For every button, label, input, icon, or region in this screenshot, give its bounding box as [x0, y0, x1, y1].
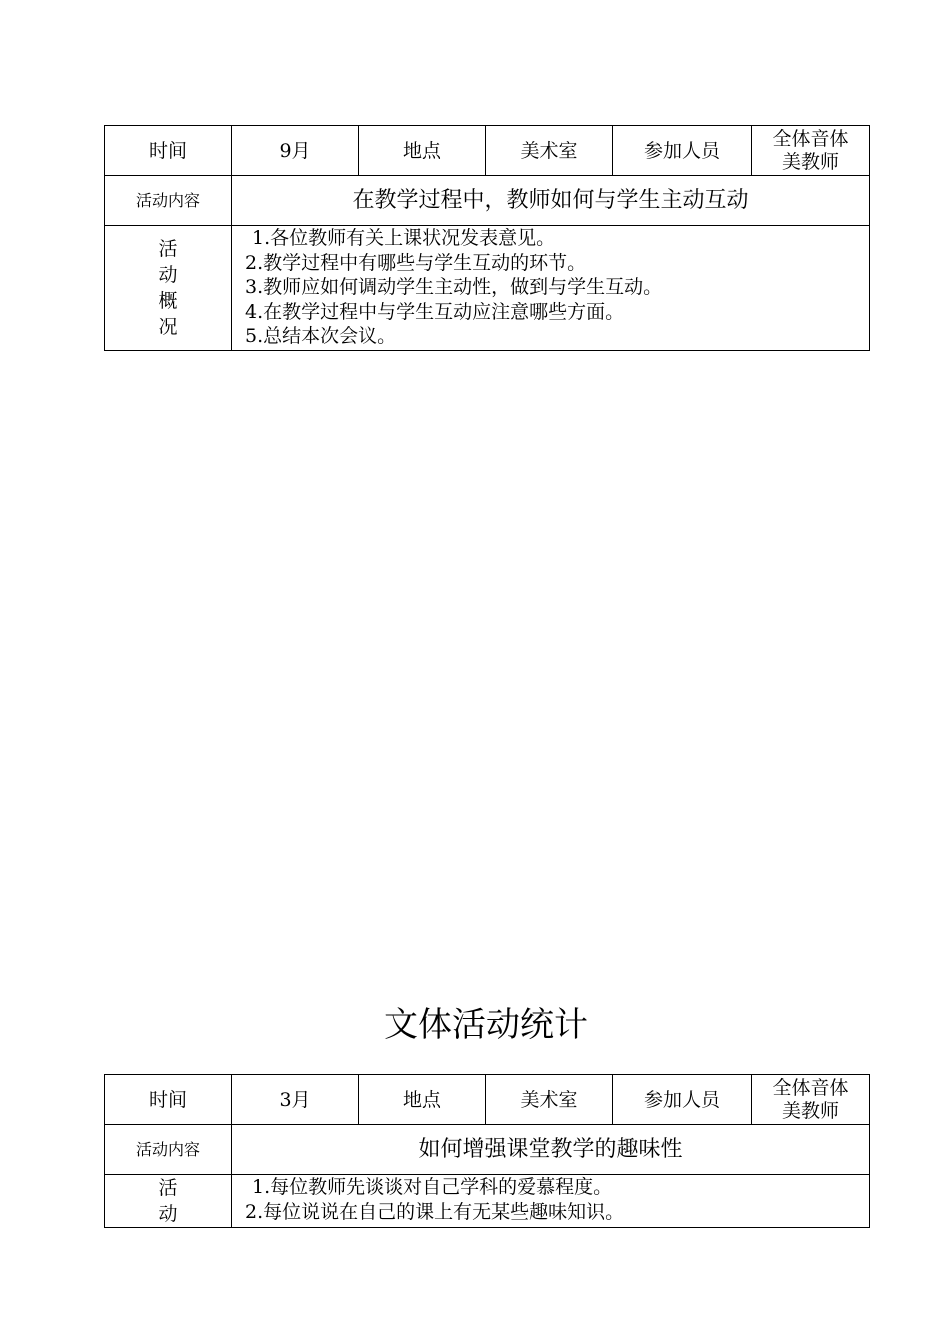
place-value: 美术室 [486, 1075, 613, 1125]
activity-table-1 [104, 125, 870, 351]
summary-label [105, 1175, 232, 1228]
summary-label-char: 活 [158, 1177, 178, 1199]
summary-label-char: 动 [158, 264, 178, 286]
summary-item: 5.总结本次会议。 [245, 325, 397, 347]
participants-label: 参加人员 [613, 126, 752, 176]
time-label: 时间 [105, 126, 232, 176]
summary-label-char: 活 [158, 238, 178, 260]
summary-label-char: 动 [158, 1203, 178, 1225]
summary-label-char: 况 [158, 316, 178, 338]
content-value: 如何增强课堂教学的趣味性 [232, 1125, 870, 1175]
participants-value [752, 1075, 870, 1125]
time-label: 时间 [105, 1075, 232, 1125]
summary-item: 1.各位教师有关上课状况发表意见。 [252, 227, 556, 249]
summary-item: 2.教学过程中有哪些与学生互动的环节。 [245, 251, 587, 274]
summary-item: 3.教师应如何调动学生主动性，做到与学生互动。 [245, 276, 663, 298]
time-value: 3月 [232, 1075, 359, 1125]
place-label: 地点 [359, 1075, 486, 1125]
participants-line-2: 美教师 [781, 1099, 839, 1122]
participants-label: 参加人员 [613, 1075, 752, 1125]
summary-item: 2.每位说说在自己的课上有无某些趣味知识。 [245, 1200, 625, 1223]
content-value: 在教学过程中，教师如何与学生主动互动 [232, 176, 870, 226]
content-label: 活动内容 [105, 176, 232, 226]
place-label: 地点 [359, 126, 486, 176]
summary-label [105, 226, 232, 351]
content-label: 活动内容 [105, 1125, 232, 1175]
participants-line-1: 全体音体 [772, 127, 849, 150]
place-value: 美术室 [486, 126, 613, 176]
summary-items [232, 226, 870, 351]
participants-line-1: 全体音体 [772, 1076, 849, 1099]
summary-items [232, 1175, 870, 1228]
activity-table-2 [104, 1074, 870, 1228]
summary-item: 1.每位教师先谈谈对自己学科的爱慕程度。 [252, 1176, 613, 1198]
participants-line-2: 美教师 [781, 150, 839, 173]
summary-label-char: 概 [158, 290, 178, 312]
participants-value [752, 126, 870, 176]
time-value: 9月 [232, 126, 359, 176]
summary-item: 4.在教学过程中与学生互动应注意哪些方面。 [245, 300, 625, 323]
page-heading: 文体活动统计 [384, 1005, 588, 1045]
